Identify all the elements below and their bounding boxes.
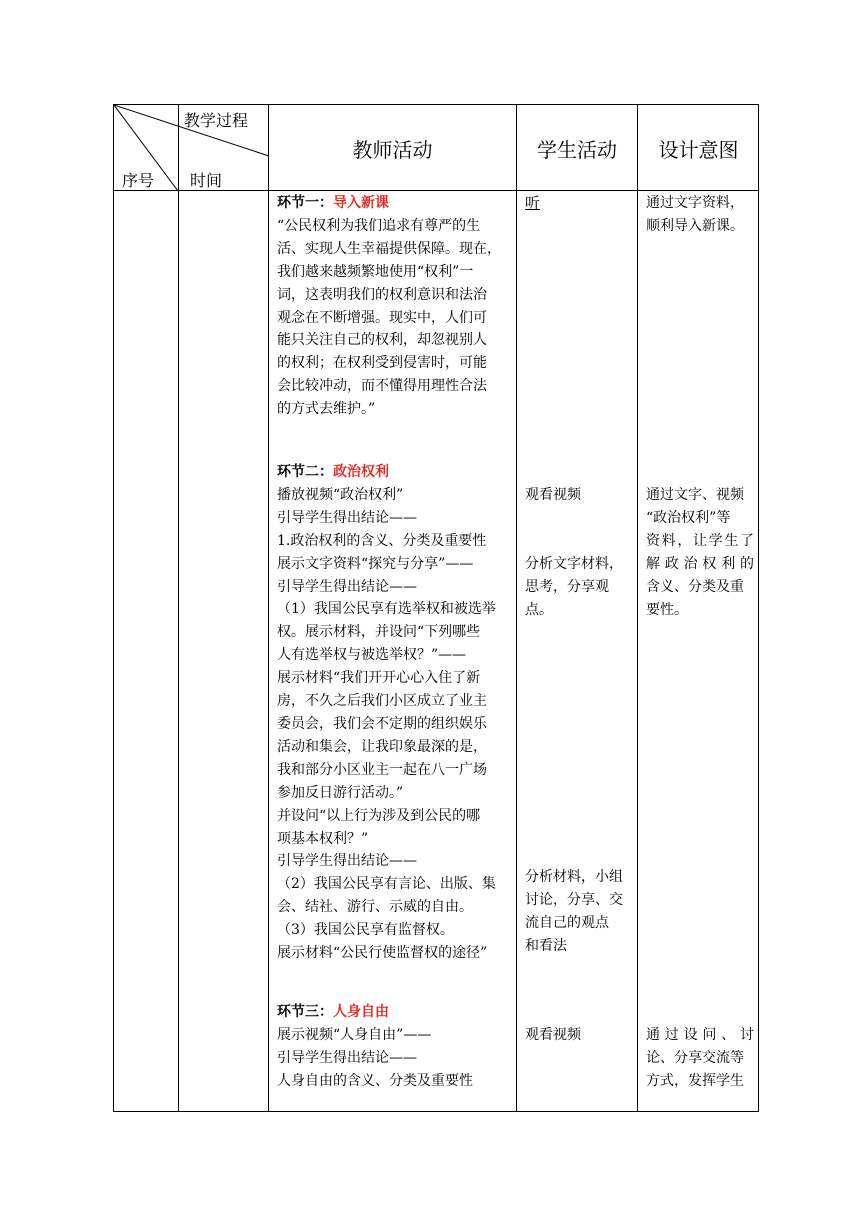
col-divider <box>268 105 269 1111</box>
text-line: 观念在不断增强。现实中，人们可 <box>277 309 487 326</box>
text-line: 委员会，我们会不定期的组织娱乐 <box>277 715 487 732</box>
section-2-student-b <box>525 553 633 622</box>
text-line: 通过设问、讨 <box>646 1027 754 1043</box>
section-1-teacher <box>277 192 511 421</box>
text-line: 引导学生得出结论—— <box>277 1049 417 1066</box>
text-line: 思考，分享观 <box>525 578 609 595</box>
text-line: 分析文字材料， <box>525 556 623 572</box>
text-line: 活动和集会，让我印象最深的是， <box>277 738 487 755</box>
text-line: 展示文字资料“探究与分享”—— <box>277 555 474 572</box>
text-line: （3）我国公民享有监督权。 <box>277 922 454 939</box>
section-3-title: 环节三：人身自由 <box>277 1004 389 1020</box>
text-line: 展示视频“人身自由”—— <box>277 1026 432 1043</box>
lesson-plan-table <box>113 104 759 1112</box>
text-line: 引导学生得出结论—— <box>277 853 417 870</box>
section-1-title: 环节一：导入新课 <box>277 195 389 211</box>
section-2-student-c <box>525 866 633 958</box>
section-2-teacher <box>277 461 511 965</box>
text-line: 的权利；在权利受到侵害时，可能 <box>277 355 487 372</box>
text-line: 点。 <box>525 601 553 618</box>
text-line: 要性。 <box>646 601 688 618</box>
text-line: 含义、分类及重 <box>646 578 744 595</box>
text-line: 观看视频 <box>525 487 581 503</box>
text-line: 展示材料“我们开开心心入住了新 <box>277 670 481 687</box>
text-line: 听 <box>525 194 541 212</box>
text-line: 会、结社、游行、示威的自由。 <box>277 899 473 916</box>
text-line: 人身自由的含义、分类及重要性 <box>277 1072 473 1089</box>
text-line: 会比较冲动，而不懂得用理性合法 <box>277 378 487 395</box>
col-divider <box>637 105 638 1111</box>
text-line: 我们越来越频繁地使用“权利”一 <box>277 263 474 280</box>
text-line: （2）我国公民享有言论、出版、集 <box>277 876 496 893</box>
section-3-teacher <box>277 1001 511 1093</box>
col-divider <box>516 105 517 1111</box>
text-line: 资料，让学生了 <box>646 532 754 549</box>
text-line: 方式，发挥学生 <box>646 1072 744 1089</box>
text-line: 论、分享交流等 <box>646 1049 744 1066</box>
section-1-design <box>646 192 754 238</box>
text-line: 和看法 <box>525 937 567 954</box>
section-3-design <box>646 1024 754 1093</box>
text-line: 参加反日游行活动。” <box>277 784 404 801</box>
text-line: 展示材料“公民行使监督权的途径” <box>277 945 488 962</box>
text-line: 观看视频 <box>525 1027 581 1043</box>
header-sequence: 序号 <box>122 171 155 190</box>
header-design-intent: 设计意图 <box>658 137 739 162</box>
text-line: 并设问“以上行为涉及到公民的哪 <box>277 807 481 824</box>
section-1-student <box>525 192 633 215</box>
text-line: 房，不久之后我们小区成立了业主 <box>277 693 487 710</box>
text-line: “政治权利”等 <box>646 509 731 526</box>
header-time: 时间 <box>190 171 223 190</box>
text-line: 引导学生得出结论—— <box>277 578 417 595</box>
header-student-activity: 学生活动 <box>537 137 617 162</box>
text-line: 权。展示材料，并设问“下列哪些 <box>277 624 481 641</box>
text-line: 词，这表明我们的权利意识和法治 <box>277 286 487 303</box>
text-line: 解政治权利的 <box>646 555 754 572</box>
section-2-title: 环节二：政治权利 <box>277 464 389 480</box>
text-line: 1.政治权利的含义、分类及重要性 <box>277 532 487 549</box>
header-teacher-activity: 教师活动 <box>352 137 433 162</box>
col-divider <box>178 105 179 1111</box>
header-teaching-process: 教学过程 <box>184 111 249 130</box>
text-line: 活、实现人生幸福提供保障。现在， <box>277 240 501 257</box>
text-line: 通过文字资料， <box>646 195 744 211</box>
text-line: 通过文字、视频 <box>646 487 744 503</box>
text-line: 流自己的观点 <box>525 914 609 931</box>
text-line: 能只关注自己的权利，却忽视别人 <box>277 332 487 349</box>
text-line: 人有选举权与被选举权？”—— <box>277 647 467 664</box>
text-line: 顺利导入新课。 <box>646 217 744 234</box>
section-2-student-a <box>525 484 633 507</box>
section-3-student <box>525 1024 633 1047</box>
text-line: 我和部分小区业主一起在八一广场 <box>277 761 487 778</box>
text-line: “公民权利为我们追求有尊严的生 <box>277 217 481 234</box>
text-line: （1）我国公民享有选举权和被选举 <box>277 601 496 618</box>
text-line: 讨论，分享、交 <box>525 891 623 908</box>
section-2-design <box>646 484 754 621</box>
text-line: 的方式去维护。” <box>277 401 376 418</box>
text-line: 分析材料，小组 <box>525 869 623 885</box>
text-line: 项基本权利？” <box>277 830 369 847</box>
text-line: 引导学生得出结论—— <box>277 509 417 526</box>
text-line: 播放视频“政治权利” <box>277 486 404 503</box>
